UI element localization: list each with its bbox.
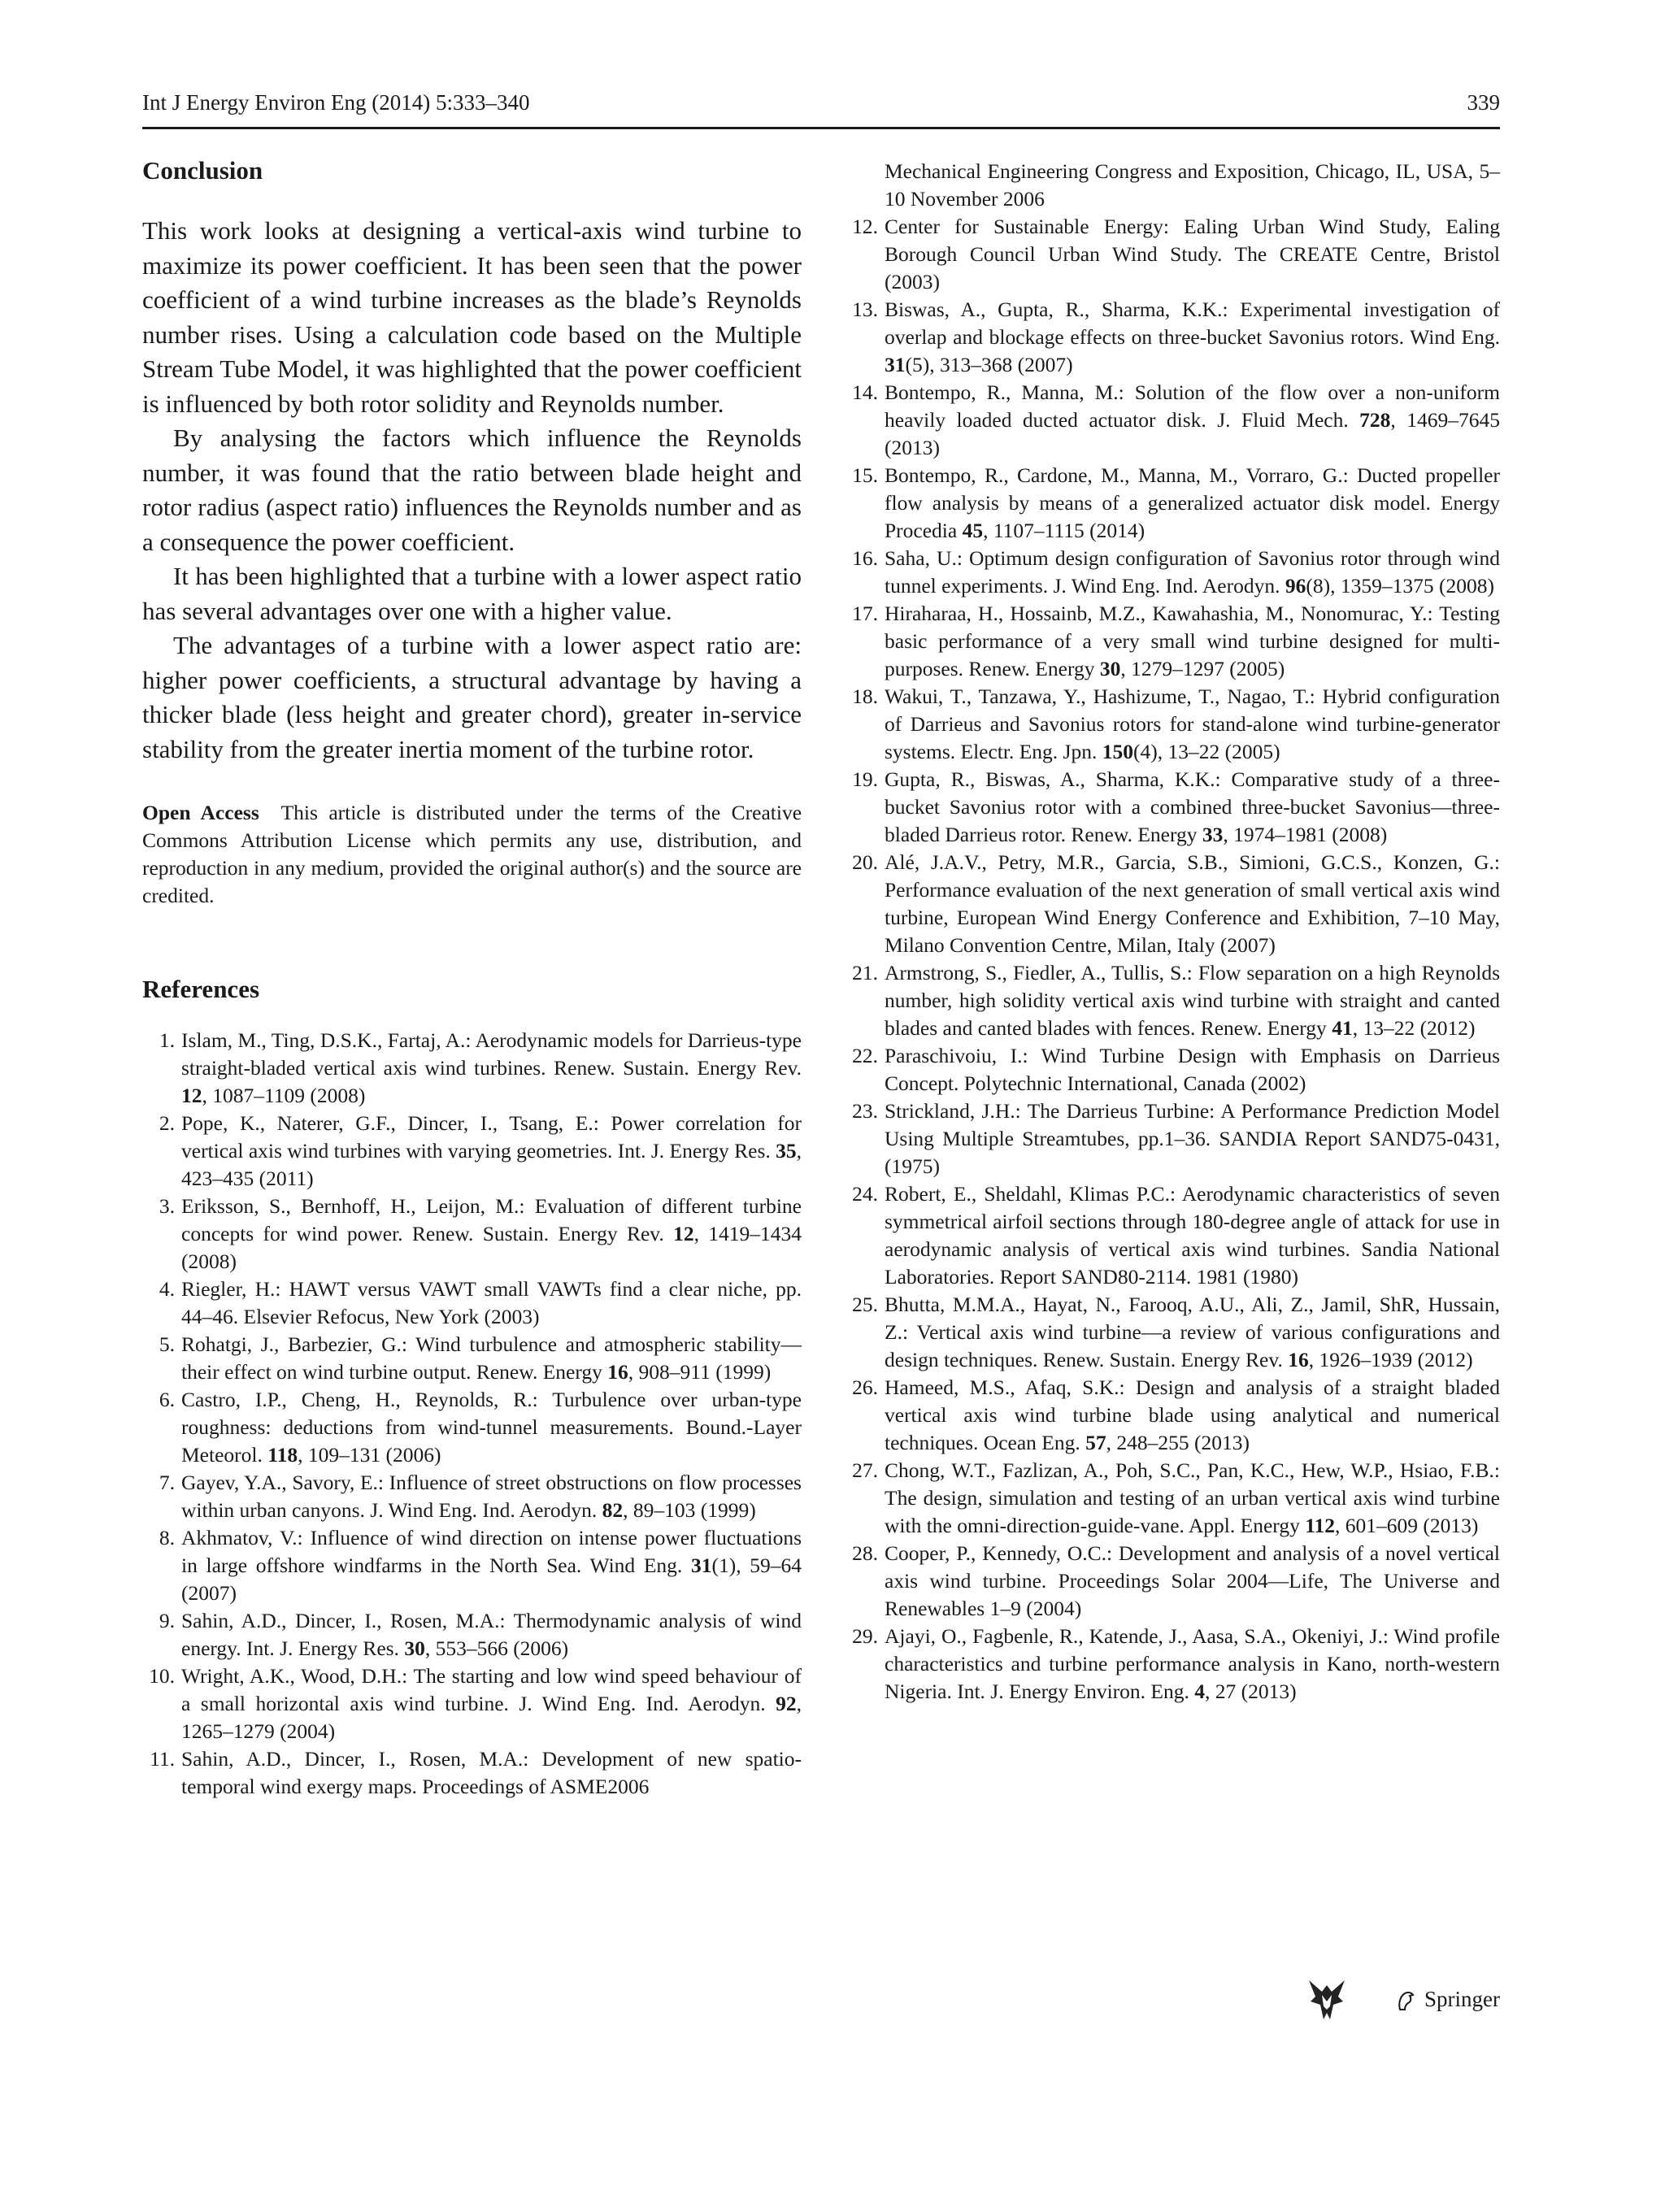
reference-item: 15. Bontempo, R., Cardone, M., Manna, M., Vorraro, G.: Ducted propeller flow analysis by means of a generalized actuator disk model. Energy Procedia 45, 1107–1115 (2014) — [846, 462, 1500, 545]
reference-item: 13. Biswas, A., Gupta, R., Sharma, K.K.: Experimental investigation of overlap and blockage effects on three-bucket Savonius rotors. Wind Eng. 31(5), 313–368 (2007) — [846, 296, 1500, 379]
reference-item: 5. Rohatgi, J., Barbezier, G.: Wind turbulence and atmospheric stability—their effect on wind turbine output. Renew. Energy 16, 908–911 (1999) — [142, 1331, 802, 1386]
reference-number: 13. — [852, 298, 878, 321]
reference-item: 18. Wakui, T., Tanzawa, Y., Hashizume, T., Nagao, T.: Hybrid configuration of Darrieus and Savonius rotors for stand-alone wind turbine-generator systems. Electr. Eng. Jpn. 150(4), 13–22 (2005) — [846, 683, 1500, 766]
reference-number: 12. — [852, 215, 878, 238]
reference-item: 7. Gayev, Y.A., Savory, E.: Influence of street obstructions on flow processes within urban canyons. J. Wind Eng. Ind. Aerodyn. 82, 89–103 (1999) — [142, 1469, 802, 1524]
reference-number: 29. — [852, 1624, 878, 1648]
reference-number: 16. — [852, 546, 878, 570]
reference-number: 11. — [150, 1747, 175, 1771]
reference-item: 9. Sahin, A.D., Dincer, I., Rosen, M.A.: Thermodynamic analysis of wind energy. Int. J. Energy Res. 30, 553–566 (2006) — [142, 1607, 802, 1662]
reference-number: 24. — [852, 1182, 878, 1206]
reference-item: 19. Gupta, R., Biswas, A., Sharma, K.K.: Comparative study of a three-bucket Savonius rotor with a combined three-bucket Savonius—three-bladed Darrieus rotor. Renew. Energy 33, 1974–1981 (2008) — [846, 766, 1500, 849]
reference-item: 21. Armstrong, S., Fiedler, A., Tullis, S.: Flow separation on a high Reynolds number, high solidity vertical axis wind turbine with straight and canted blades and canted blades with fences. Renew. Energy 41, 13–22 (2012) — [846, 959, 1500, 1042]
conclusion-paragraph-2: By analysing the factors which influence the Reynolds number, it was found that the ratio between blade height and rotor radius (aspect ratio) influences the Reynolds number and as a consequence the power coefficient. — [142, 424, 802, 556]
reference-item: 22. Paraschivoiu, I.: Wind Turbine Design with Emphasis on Darrieus Concept. Polytechnic International, Canada (2002) — [846, 1042, 1500, 1097]
reference-number: 22. — [852, 1044, 878, 1067]
reference-list-right — [846, 158, 1500, 1706]
reference-list-left — [142, 1027, 802, 1801]
reference-item: 10. Wright, A.K., Wood, D.H.: The starting and low wind speed behaviour of a small horizontal axis wind turbine. J. Wind Eng. Ind. Aerodyn. 92, 1265–1279 (2004) — [142, 1662, 802, 1745]
page-number: 339 — [1467, 90, 1500, 115]
reference-item: 23. Strickland, J.H.: The Darrieus Turbine: A Performance Prediction Model Using Multiple Streamtubes, pp.1–36. SANDIA Report SAND75-0431, (1975) — [846, 1097, 1500, 1180]
reference-item: 29. Ajayi, O., Fagbenle, R., Katende, J., Aasa, S.A., Okeniyi, J.: Wind profile characteristics and turbine performance analysis in Kano, north-western Nigeria. Int. J. Energy Environ. Eng. 4, 27 (2013) — [846, 1623, 1500, 1706]
reference-item: 12. Center for Sustainable Energy: Ealing Urban Wind Study, Ealing Borough Council Urban Wind Study. The CREATE Centre, Bristol (2003) — [846, 213, 1500, 296]
reference-item: 11. Sahin, A.D., Dincer, I., Rosen, M.A.: Development of new spatio-temporal wind exergy maps. Proceedings of ASME2006 — [142, 1745, 802, 1801]
springer-horse-icon — [1393, 1988, 1418, 2013]
reference-item: 27. Chong, W.T., Fazlizan, A., Poh, S.C., Pan, K.C., Hew, W.P., Hsiao, F.B.: The design, simulation and testing of an urban vertical axis wind turbine with the omni-direction-guide-vane. Appl. Energy 112, 601–609 (2013) — [846, 1457, 1500, 1540]
reference-number: 15. — [852, 463, 878, 487]
reference-item: 16. Saha, U.: Optimum design configuration of Savonius rotor through wind tunnel experiments. J. Wind Eng. Ind. Aerodyn. 96(8), 1359–1375 (2008) — [846, 545, 1500, 600]
conclusion-paragraph-4: The advantages of a turbine with a lower aspect ratio are: higher power coefficients, a structural advantage by having a thicker blade (less height and greater chord), greater in-service stability from the greater inertia moment of the turbine rotor. — [142, 631, 802, 763]
reference-number: 23. — [852, 1099, 878, 1123]
reference-item: 14. Bontempo, R., Manna, M.: Solution of the flow over a non-uniform heavily loaded ducted actuator disk. J. Fluid Mech. 728, 1469–7645 (2013) — [846, 379, 1500, 462]
journal-citation: Int J Energy Environ Eng (2014) 5:333–340 — [142, 90, 530, 115]
references-heading: References — [142, 975, 260, 1003]
publisher-name: Springer — [1424, 1986, 1500, 2011]
open-access-notice — [142, 799, 802, 910]
open-access-text: This article is distributed under the terms of the Creative Commons Attribution License which permits any use, distribution, and reproduction in any medium, provided the original author(s) and the source are credited. — [142, 801, 802, 907]
conclusion-heading: Conclusion — [142, 156, 263, 185]
publisher-emblem-icon — [1306, 1977, 1348, 2023]
left-column — [142, 154, 802, 1801]
reference-item: 24. Robert, E., Sheldahl, Klimas P.C.: Aerodynamic characteristics of seven symmetrical airfoil sections through 180-degree angle of attack for use in aerodynamic analysis of vertical axis wind turbines. Sandia National Laboratories. Report SAND80-2114. 1981 (1980) — [846, 1180, 1500, 1291]
running-header — [142, 86, 1500, 119]
reference-item: 2. Pope, K., Naterer, G.F., Dincer, I., Tsang, E.: Power correlation for vertical axis wind turbines with varying geometries. Int. J. Energy Res. 35, 423–435 (2011) — [142, 1110, 802, 1193]
reference-number: 4. — [159, 1277, 175, 1301]
reference-item: 20. Alé, J.A.V., Petry, M.R., Garcia, S.B., Simioni, G.C.S., Konzen, G.: Performance evaluation of the next generation of small vertical axis wind turbine, European Wind Energy Conference and Exhibition, 7–10 May, Milano Convention Centre, Milan, Italy (2007) — [846, 849, 1500, 959]
reference-item: 8. Akhmatov, V.: Influence of wind direction on intense power fluctuations in large offshore windfarms in the North Sea. Wind Eng. 31(1), 59–64 (2007) — [142, 1524, 802, 1607]
reference-number: 8. — [159, 1526, 175, 1549]
conclusion-paragraph-3: It has been highlighted that a turbine with a lower aspect ratio has several advantages over one with a higher value. — [142, 562, 802, 625]
reference-number: 17. — [852, 602, 878, 625]
reference-item: 4. Riegler, H.: HAWT versus VAWT small VAWTs find a clear niche, pp. 44–46. Elsevier Refocus, New York (2003) — [142, 1275, 802, 1331]
reference-number: 14. — [852, 380, 878, 404]
reference-number: 18. — [852, 684, 878, 708]
reference-number: 6. — [159, 1388, 175, 1411]
header-rule — [142, 127, 1500, 129]
page-footer — [1306, 1977, 1500, 2026]
reference-number: 10. — [149, 1664, 175, 1688]
right-column — [846, 158, 1500, 1706]
reference-number: 2. — [159, 1111, 175, 1135]
reference-item: 17. Hiraharaa, H., Hossainb, M.Z., Kawahashia, M., Nonomurac, Y.: Testing basic performance of a very small wind turbine designed for multi-purposes. Renew. Energy 30, 1279–1297 (2005) — [846, 600, 1500, 683]
reference-item: 3. Eriksson, S., Bernhoff, H., Leijon, M.: Evaluation of different turbine concepts for wind power. Renew. Sustain. Energy Rev. 12, 1419–1434 (2008) — [142, 1193, 802, 1275]
reference-number: 9. — [159, 1609, 175, 1632]
open-access-label: Open Access — [142, 801, 259, 824]
reference-item: 28. Cooper, P., Kennedy, O.C.: Development and analysis of a novel vertical axis wind turbine. Proceedings Solar 2004—Life, The Universe and Renewables 1–9 (2004) — [846, 1540, 1500, 1623]
reference-number: 1. — [159, 1028, 175, 1052]
springer-wordmark — [1393, 1987, 1500, 2014]
reference-item: 25. Bhutta, M.M.A., Hayat, N., Farooq, A.U., Ali, Z., Jamil, ShR, Hussain, Z.: Vertical axis wind turbine—a review of various configurations and design techniques. Renew. Sustain. Energy Rev. 16, 1926–1939 (2012) — [846, 1291, 1500, 1374]
conclusion-paragraph-1: This work looks at designing a vertical-axis wind turbine to maximize its power coefficient. It has been seen that the power coefficient of a wind turbine increases as the blade’s Reynolds number rises. Using a calculation code based on the Multiple Stream Tube Model, it was highlighted that the power coefficient is influenced by both rotor solidity and Reynolds number. — [142, 216, 802, 418]
reference-number: 21. — [852, 961, 878, 984]
reference-number: 27. — [852, 1458, 878, 1482]
reference-number: 28. — [852, 1541, 878, 1565]
reference-number: 5. — [159, 1332, 175, 1356]
reference-number: 26. — [852, 1375, 878, 1399]
reference-item: 6. Castro, I.P., Cheng, H., Reynolds, R.: Turbulence over urban-type roughness: deductions from wind-tunnel measurements. Bound.-Layer Meteorol. 118, 109–131 (2006) — [142, 1386, 802, 1469]
reference-number: 19. — [852, 767, 878, 791]
reference-number: 20. — [852, 850, 878, 874]
reference-number: 7. — [159, 1471, 175, 1494]
reference-continuation: Mechanical Engineering Congress and Exposition, Chicago, IL, USA, 5–10 November 2006 — [885, 159, 1500, 211]
reference-number: 25. — [852, 1293, 878, 1316]
reference-item: 1. Islam, M., Ting, D.S.K., Fartaj, A.: Aerodynamic models for Darrieus-type straight-bladed vertical axis wind turbines. Renew. Sustain. Energy Rev. 12, 1087–1109 (2008) — [142, 1027, 802, 1110]
reference-item: 26. Hameed, M.S., Afaq, S.K.: Design and analysis of a straight bladed vertical axis wind turbine blade using analytical and numerical techniques. Ocean Eng. 57, 248–255 (2013) — [846, 1374, 1500, 1457]
reference-number: 3. — [159, 1194, 175, 1218]
